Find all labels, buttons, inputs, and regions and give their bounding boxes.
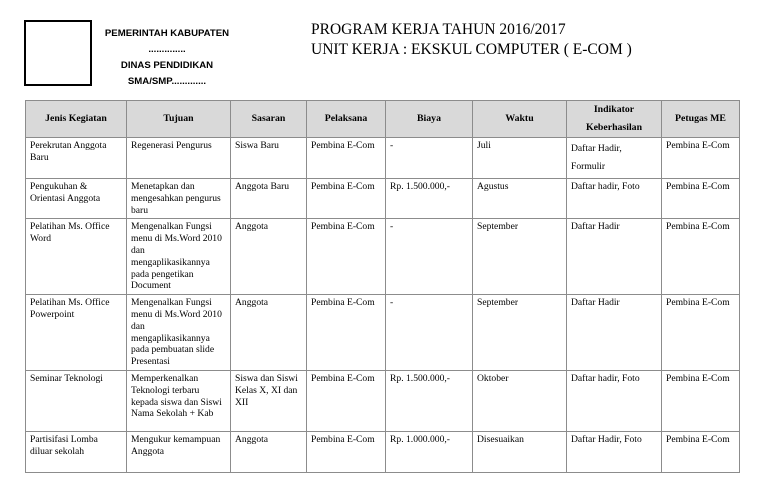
- column-header: Sasaran: [231, 101, 307, 138]
- cell-tujuan: Mengenalkan Fungsi menu di Ms.Word 2010 dan mengaplikasikannya pada pembuatan slide Presentasi: [127, 295, 231, 371]
- cell-jenis: Pelatihan Ms. Office Powerpoint: [26, 295, 127, 371]
- cell-pelaksana: Pembina E-Com: [307, 370, 386, 431]
- institution-line-3: DINAS PENDIDIKAN: [120, 60, 214, 71]
- column-header: Tujuan: [127, 101, 231, 138]
- cell-indikator: Daftar Hadir: [567, 295, 662, 371]
- column-header: Pelaksana: [307, 101, 386, 138]
- cell-pelaksana: Pembina E-Com: [307, 219, 386, 295]
- cell-sasaran: Siswa dan Siswi Kelas X, XI dan XII: [231, 370, 307, 431]
- cell-petugas: Pembina E-Com: [662, 295, 740, 371]
- column-header: Petugas ME: [662, 101, 740, 138]
- cell-biaya: Rp. 1.500.000,-: [386, 370, 473, 431]
- table-header-row: [26, 101, 740, 138]
- cell-sasaran: Siswa Baru: [231, 138, 307, 179]
- cell-jenis: Seminar Teknologi: [26, 370, 127, 431]
- cell-biaya: -: [386, 138, 473, 179]
- cell-biaya: -: [386, 295, 473, 371]
- cell-pelaksana: Pembina E-Com: [307, 431, 386, 472]
- cell-sasaran: Anggota: [231, 219, 307, 295]
- cell-pelaksana: Pembina E-Com: [307, 295, 386, 371]
- table-row: [26, 138, 740, 179]
- cell-indikator: Daftar Hadir: [567, 219, 662, 295]
- cell-pelaksana: Pembina E-Com: [307, 179, 386, 219]
- cell-tujuan: Memperkenalkan Teknologi terbaru kepada siswa dan Siswi Nama Sekolah + Kab: [127, 370, 231, 431]
- cell-sasaran: Anggota: [231, 431, 307, 472]
- cell-tujuan: Mengukur kemampuan Anggota: [127, 431, 231, 472]
- cell-pelaksana: Pembina E-Com: [307, 138, 386, 179]
- column-header: Jenis Kegiatan: [26, 101, 127, 138]
- institution-line-2: ..............: [148, 44, 186, 55]
- institution-line-4: SMA/SMP.............: [127, 76, 207, 87]
- cell-jenis: Pelatihan Ms. Office Word: [26, 219, 127, 295]
- document-subtitle: UNIT KERJA : EKSKUL COMPUTER ( E-COM ): [311, 41, 632, 58]
- cell-petugas: Pembina E-Com: [662, 179, 740, 219]
- cell-petugas: Pembina E-Com: [662, 138, 740, 179]
- institution-header: [96, 26, 238, 90]
- cell-tujuan: Regenerasi Pengurus: [127, 138, 231, 179]
- column-header: Waktu: [473, 101, 567, 138]
- cell-sasaran: Anggota: [231, 295, 307, 371]
- table-row: [26, 431, 740, 472]
- cell-petugas: Pembina E-Com: [662, 219, 740, 295]
- document-title: PROGRAM KERJA TAHUN 2016/2017: [311, 21, 566, 38]
- institution-line-1: PEMERINTAH KABUPATEN: [104, 28, 230, 39]
- column-header: Indikator Keberhasilan: [567, 101, 662, 138]
- table-row: [26, 295, 740, 371]
- table-row: [26, 219, 740, 295]
- cell-jenis: Pengukuhan & Orientasi Anggota: [26, 179, 127, 219]
- cell-indikator: Daftar Hadir, Foto: [567, 431, 662, 472]
- cell-indikator: Daftar Hadir, Formulir: [567, 138, 662, 179]
- cell-tujuan: Mengenalkan Fungsi menu di Ms.Word 2010 dan mengaplikasikannya pada pengetikan Document: [127, 219, 231, 295]
- cell-indikator: Daftar hadir, Foto: [567, 179, 662, 219]
- cell-waktu: September: [473, 219, 567, 295]
- cell-waktu: Juli: [473, 138, 567, 179]
- cell-waktu: September: [473, 295, 567, 371]
- cell-sasaran: Anggota Baru: [231, 179, 307, 219]
- table-row: [26, 370, 740, 431]
- table-row: [26, 179, 740, 219]
- cell-petugas: Pembina E-Com: [662, 370, 740, 431]
- cell-biaya: -: [386, 219, 473, 295]
- cell-biaya: Rp. 1.000.000,-: [386, 431, 473, 472]
- cell-waktu: Disesuaikan: [473, 431, 567, 472]
- cell-waktu: Agustus: [473, 179, 567, 219]
- cell-indikator: Daftar hadir, Foto: [567, 370, 662, 431]
- cell-tujuan: Menetapkan dan mengesahkan pengurus baru: [127, 179, 231, 219]
- logo-placeholder: [24, 20, 92, 86]
- document-title-block: [311, 20, 632, 60]
- program-table: [25, 100, 740, 473]
- cell-jenis: Perekrutan Anggota Baru: [26, 138, 127, 179]
- cell-biaya: Rp. 1.500.000,-: [386, 179, 473, 219]
- column-header: Biaya: [386, 101, 473, 138]
- cell-waktu: Oktober: [473, 370, 567, 431]
- cell-jenis: Partisifasi Lomba diluar sekolah: [26, 431, 127, 472]
- cell-petugas: Pembina E-Com: [662, 431, 740, 472]
